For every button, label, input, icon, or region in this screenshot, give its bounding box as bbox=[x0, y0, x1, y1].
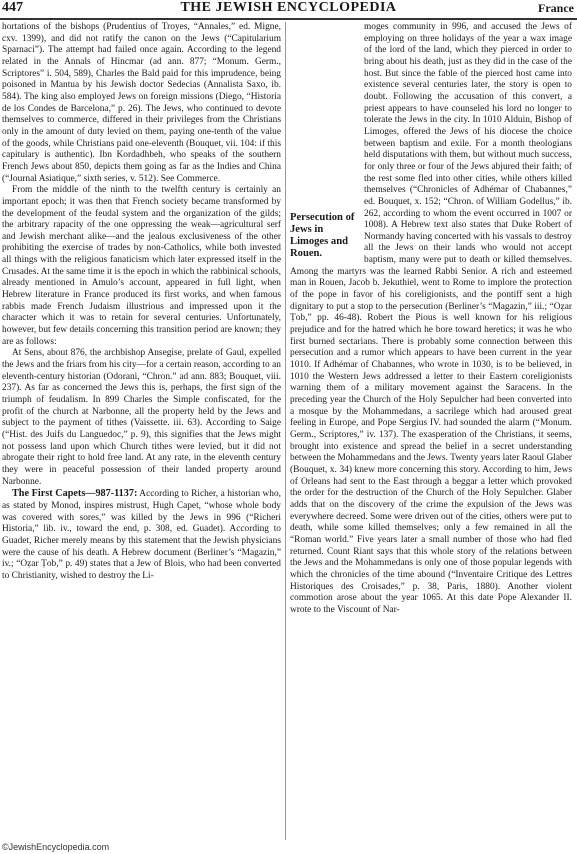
paragraph: At Sens, about 876, the archbishop Ansegise, prelate of Gaul, expelled the Jews and the friars from his city—for a certain reason, according to an eleventh-century historian (Odorani, “Chron.” ad ann. 883; Bouquet, viii. 237). As far as concerned the Jews this is, perhaps, the first sign of the triumph of feudalism. In 899 Charles the Simple confiscated, for the profit of the church at Narbonne, all the property held by the Jews and subject to the payment of tithes (Vaissette. iii. 63). According to Saige (“Hist. des Juifs du Languedoc,” p. 9), this signifies that the Jews might not possess land upon which Church tithes were levied, but it did not abrogate their right to hold free land. At any rate, in the eleventh century they were in peaceful possession of their landed property around Narbonne. bbox=[2, 348, 281, 487]
page-number: 447 bbox=[2, 0, 23, 15]
margin-note: Persecution of Jews in Limoges and Rouen. bbox=[290, 212, 355, 259]
section-title: France bbox=[538, 1, 574, 15]
running-title: THE JEWISH ENCYCLOPEDIA bbox=[180, 0, 397, 15]
paragraph-text: moges community in 996, and accused the Jews of employing on three holidays of the year a wax image of the lord of the land, which they pierced in order to bring about his death, just as they did in the case of the host. But since the fable of the pierced host came into existence several centuries later, the story is open to doubt. Following the accusation of this convert, a priest appears to have counseled his lord no longer to tolerate the Jews in the city. In 1010 Alduin, Bishop of Limoges, offered the Jews of his diocese the choice between baptism and exile. For a month theologians held disputations with them, but without much success, for only three or four of the Jews abjured their faith; of the rest some fled into other cities, while others killed themselves (“Chronicles of Adhémar of Chabannes,” ed. Bouquet, x. 152; “Chron. of William Godellus,” ib. 262, according to whom the event occurred in 1007 or 1008). A Hebrew text also states that Duke Robert of Normandy having concerted with his vassals to destroy all the Jews on their lands who would not accept baptism, many were put to death or killed themselves. Among the martyrs was the learned Rabbi Senior. A rich and esteemed man in Rouen, Jacob b. Jekuthiel, went to Rome to implore the protection of the pope in favor of his coreligionists, and the pontiff sent a high dignitary to put a stop to the persecution (Berliner’s “Magazin,” iii.; “Oẓar Ṭob,” pp. 46-48). Robert the Pious is well known for his religious prejudice and for the hatred which he bore toward heretics; it was he who first burned sectarians. There is probably some connection between this persecution and a rumor which appears to have been current in the year 1010. If Adhémar of Chabannes, who wrote in 1030, is to be believed, in 1010 the Western Jews addressed a letter to their Eastern coreligionists warning them of a military movement against the Saracens. In the preceding year the Church of the Holy Sepulcher had been converted into a mosque by the Mohammedans, a sacrilege which had aroused great feeling in Europe, and Pope Sergius IV. had sounded the alarm (“Monum. Germ., Scriptores,” iv. 137). The exasperation of the Christians, it seems, brought into existence and spread the belief in a secret understanding between the Mohammedans and the Jews. Twenty years later Raoul Glaber (Bouquet, x. 34) knew more concerning this story. According to him, Jews of Orleans had sent to the East through a beggar a letter which provoked the order for the destruction of the Church of the Holy Sepulcher. Glaber adds that on the discovery of the crime the expulsion of the Jews was everywhere decreed. Some were driven out of the cities, others were put to death, while some killed themselves; only a few remained in all the “Roman world.” Five years later a small number of those who had fled returned. Count Riant says that this whole story of the relations between the Jews and the Mohammedans is only one of those popular legends with which the chronicles of the time abound (“Inventaire Critique des Lettres Historiques des Croisades,” p. 38, Paris, 1880). Another violent commotion arose about the year 1065. At this date Pope Alexander II. wrote to the Viscount of Nar- bbox=[290, 22, 572, 615]
paragraph: hortations of the bishops (Prudentius of Troyes, “Annales,” ed. Migne, cxv. 1399), and did not ratify the canon on the Jews (“Capitularium Sparnaci”). The attempt had failed once again. According to the legend related in the Annals of Hincmar (ad ann. 877; “Monum. Germ., Scriptores” i. 504, 589), Charles the Bald paid for this imprudence, being poisoned in Mantua by his Jewish doctor Sedecias (Annalista Saxo, ib. 584). The king also employed Jews on foreign missions (Diego, “Historia de los Condes de Barcelona,” p. 26). The Jews, who continued to devote themselves to commerce, differed in their privileges from the Christians only in the amount of duty levied on them, paying one-tenth of the value of the goods, while Christians paid one-eleventh (Bouquet, vii. 104: if this capitulary is authentic). Ibn Kordadhbeh, who speaks of the southern French Jews about 850, depicts them going as far as the Indies and China (“Journal Asiatique,” sixth series, v. 512). See Commerce. bbox=[2, 22, 281, 184]
column-divider bbox=[285, 22, 286, 840]
paragraph: From the middle of the ninth to the twelfth century is certainly an important epoch; it was then that French society became transformed by the development of the feudal system and the organization of the gilds; the arbitrary rapacity of the one oppressing the weak—agricultural serf and Jewish merchant alike—and the jealous exclusiveness of the other prohibiting the exercise of trades by non-Catholics, while both invested all things with the religious fanaticism which later expressed itself in the Crusades. At the same time it is the epoch in which the rabbinical schools, already mentioned in Amulo’s account, appeared in full light, when Hebrew literature in France produced its first works, and when famous rabbis made French Judaism illustrious and impressed upon it the character which it was to retain for several centuries. Unfortunately, however, but few details concerning this transition period are known; they are as follows: bbox=[2, 185, 281, 347]
section-heading: The First Capets—987-1137: bbox=[12, 488, 138, 500]
right-column bbox=[290, 22, 572, 840]
paragraph bbox=[290, 22, 572, 616]
paragraph-text: According to Richer, a historian who, as stated by Monod, inspires mistrust, Hugh Capet, “whose whole body was covered with sores,” was killed by the Jews in 996 (“Richeri Historia,” lib. iv., toward the end, p. 308, ed. Guadet). According to Guadet, Richer merely means by this statement that the Jewish physicians were the cause of his death. A Hebrew document (Berliner’s “Magazin,” iv.; “Oẓar Ṭob,” p. 49) states that a Jew of Blois, who had been converted to Christianity, wished to destroy the Li- bbox=[2, 489, 281, 581]
paragraph bbox=[2, 488, 281, 582]
left-column bbox=[2, 22, 281, 840]
source-credit: ©JewishEncyclopedia.com bbox=[2, 842, 110, 852]
header-rule bbox=[0, 18, 577, 20]
page-header bbox=[0, 0, 577, 20]
